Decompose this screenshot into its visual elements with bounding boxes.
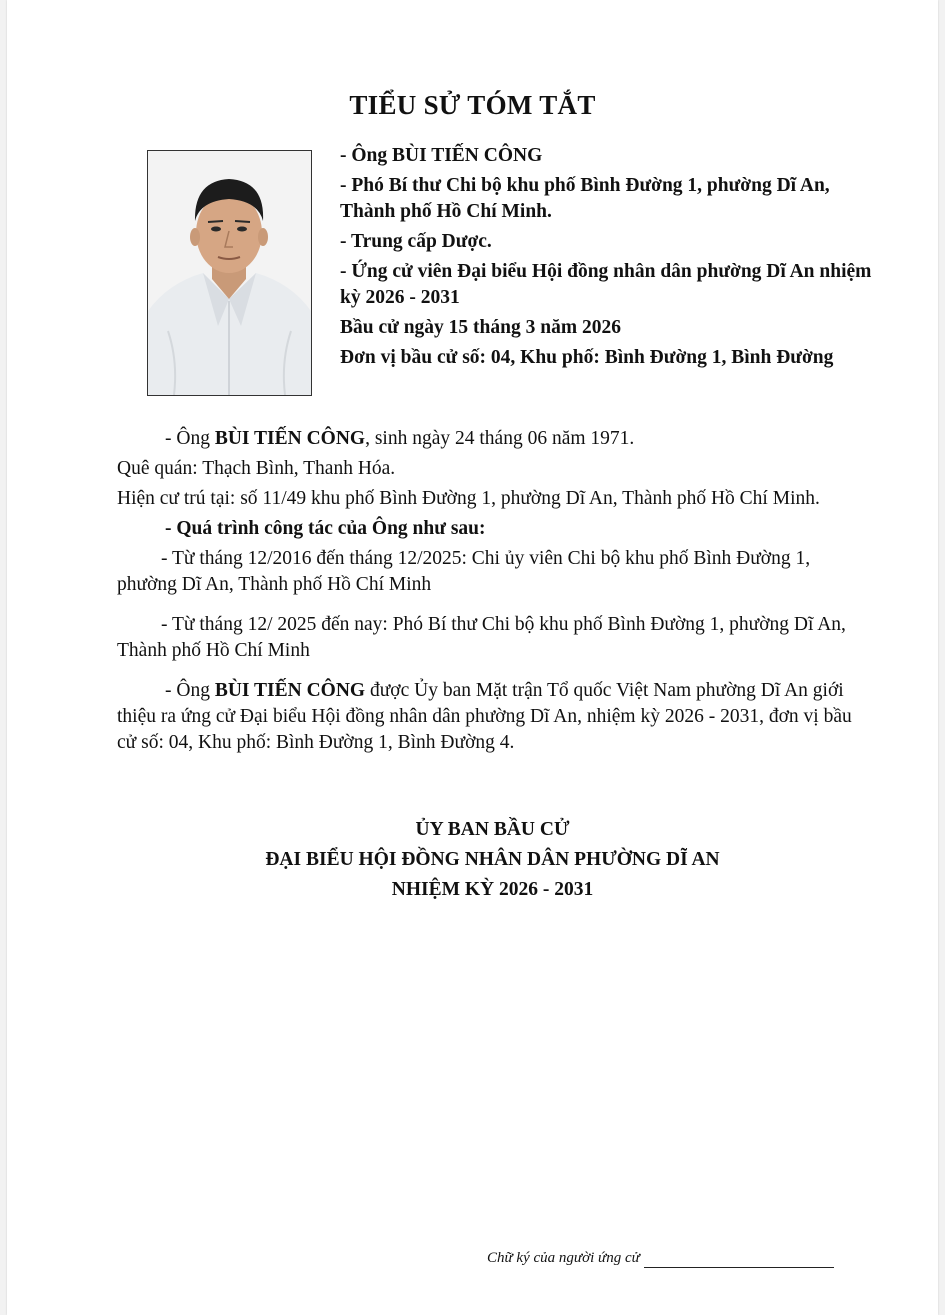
bio-nomination	[117, 678, 867, 756]
summary-constituency: Đơn vị bầu cử số: 04, Khu phố: Bình Đường 1, Bình Đường	[340, 347, 834, 368]
bio-intro-rest: , sinh ngày 24 tháng 06 năm 1971.	[365, 428, 635, 449]
bio-intro-prefix: - Ông	[165, 428, 215, 449]
bio-intro	[117, 426, 867, 452]
committee-line-1: ỦY BAN BẦU CỬ	[415, 819, 570, 840]
document-page	[7, 0, 938, 1315]
bio-intro-name: BÙI TIẾN CÔNG	[214, 428, 366, 449]
candidate-portrait	[147, 150, 312, 396]
work-heading: - Quá trình công tác của Ông như sau:	[165, 518, 486, 539]
document-title: TIỂU SỬ TÓM TẮT	[349, 90, 596, 120]
bio-residence: Hiện cư trú tại: số 11/49 khu phố Bình Đường 1, phường Dĩ An, Thành phố Hồ Chí Minh.	[117, 488, 820, 509]
nomination-name: BÙI TIẾN CÔNG	[214, 680, 366, 701]
nomination-prefix: - Ông	[165, 680, 215, 701]
signature-area	[487, 1250, 834, 1268]
work-item: - Từ tháng 12/2016 đến tháng 12/2025: Chi ủy viên Chi bộ khu phố Bình Đường 1, phường Dĩ An, Thành phố Hồ Chí Minh	[117, 548, 811, 595]
portrait-image	[148, 151, 311, 395]
summary-position: - Phó Bí thư Chi bộ khu phố Bình Đường 1, phường Dĩ An, Thành phố Hồ Chí Minh.	[340, 175, 830, 222]
signature-line	[644, 1250, 834, 1268]
signature-label: Chữ ký của người ứng cử	[487, 1250, 640, 1266]
committee-line-2: ĐẠI BIỂU HỘI ĐỒNG NHÂN DÂN PHƯỜNG DĨ AN	[265, 849, 720, 870]
election-committee	[7, 815, 938, 905]
summary-candidacy: - Ứng cử viên Đại biểu Hội đồng nhân dân phường Dĩ An nhiệm kỳ 2026 - 2031	[340, 261, 872, 308]
nomination-rest: được Ủy ban Mặt trận Tổ quốc Việt Nam phường Dĩ An giới thiệu ra ứng cử Đại biểu Hội đồng nhân dân phường Dĩ An, nhiệm kỳ 2026 - 2031, đơn vị bầu cử số: 04, Khu phố: Bình Đường 1, Bình Đường 4.	[117, 680, 852, 753]
summary-election-date: Bầu cử ngày 15 tháng 3 năm 2026	[340, 317, 621, 338]
summary-name: - Ông BÙI TIẾN CÔNG	[340, 145, 543, 166]
summary-education: - Trung cấp Dược.	[340, 231, 492, 252]
candidate-summary	[340, 143, 880, 375]
bio-hometown: Quê quán: Thạch Bình, Thanh Hóa.	[117, 458, 396, 479]
committee-line-3: NHIỆM KỲ 2026 - 2031	[391, 879, 594, 900]
biography	[117, 426, 867, 760]
work-item: - Từ tháng 12/ 2025 đến nay: Phó Bí thư Chi bộ khu phố Bình Đường 1, phường Dĩ An, Thành phố Hồ Chí Minh	[117, 614, 846, 661]
